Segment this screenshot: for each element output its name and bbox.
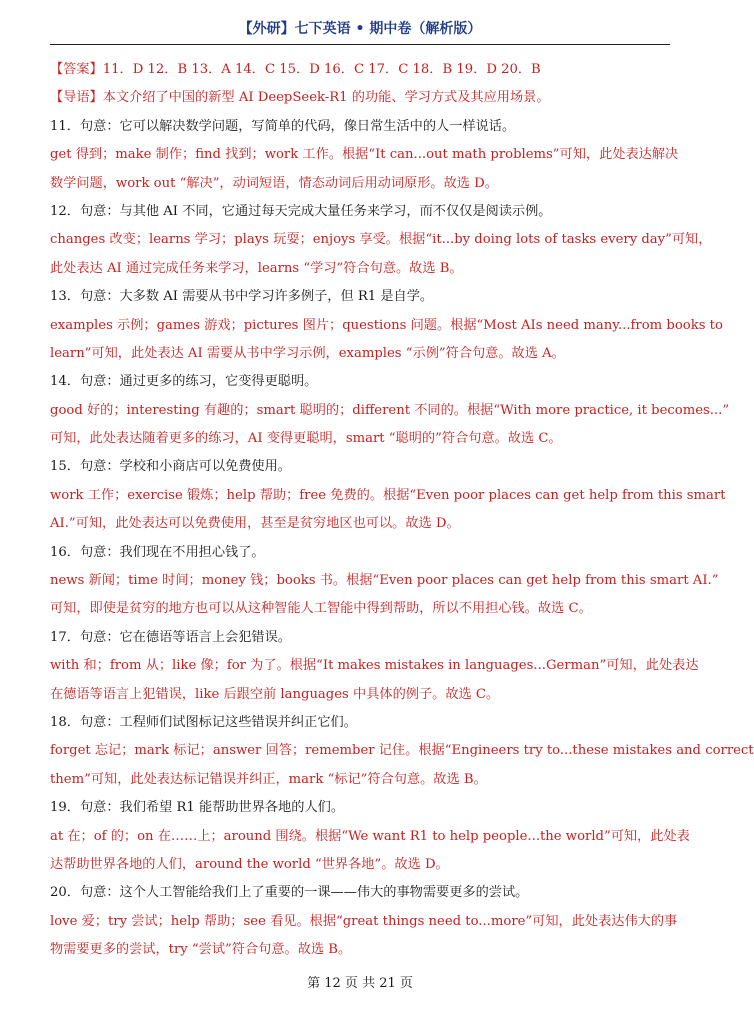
text-line: love 爱；try 尝试；help 帮助；see 看见。根据“great things need to...more”可知，此处表达伟大的事	[50, 913, 678, 929]
page-number: 第 12 页 共 21 页	[307, 976, 413, 991]
text-line: 在德语等语言上犯错误，like 后跟空前 languages 中具体的例子。故选 C。	[50, 686, 500, 702]
text-line: with 和；from 从；like 像；for 为了。根据“It makes mistakes in languages...German”可知，此处表达	[50, 658, 699, 674]
text-line: 12．句意：与其他 AI 不同，它通过每天完成大量任务来学习，而不仅仅是阅读示例。	[50, 203, 552, 219]
text-line: 可知，即使是贫穷的地方也可以从这种智能人工智能中得到帮助，所以不用担心钱。故选 C。	[50, 601, 592, 617]
text-line: 20．句意：这个人工智能给我们上了重要的一课——伟大的事物需要更多的尝试。	[50, 885, 529, 901]
text-line: 物需要更多的尝试，try “尝试”符合句意。故选 B。	[50, 942, 352, 958]
text-line: them”可知，此处表达标记错误并纠正，mark “标记”符合句意。故选 B。	[50, 771, 487, 787]
text-line: 14．句意：通过更多的练习，它变得更聪明。	[50, 374, 318, 390]
text-line: 17．句意：它在德语等语言上会犯错误。	[50, 629, 291, 645]
text-line: 【答案】11．D 12．B 13．A 14．C 15．D 16．C 17．C 18．B 19．D 20．B	[50, 62, 541, 77]
text-line: 13．句意：大多数 AI 需要从书中学习许多例子，但 R1 是自学。	[50, 289, 434, 305]
text-line: changes 改变；learns 学习；plays 玩耍；enjoys 享受。根据“it...by doing lots of tasks every day”可知，	[50, 232, 712, 248]
text-line: news 新闻；time 时间；money 钱；books 书。根据“Even poor places can get help from this smart AI.”	[50, 573, 719, 589]
text-line: forget 忘记；mark 标记；answer 回答；remember 记住。根据“Engineers try to...these mistakes and correct	[50, 743, 754, 759]
text-line: AI.”可知，此处表达可以免费使用，甚至是贫穷地区也可以。故选 D。	[50, 516, 460, 532]
page-header-title: 【外研】七下英语 • 期中卷（解析版）	[238, 21, 482, 37]
text-line: good 好的；interesting 有趣的；smart 聪明的；different 不同的。根据“With more practice, it becomes...”	[50, 402, 730, 418]
text-line: 16．句意：我们现在不用担心钱了。	[50, 544, 265, 560]
document-body	[50, 56, 754, 965]
text-line: 11．句意：它可以解决数学问题，写简单的代码，像日常生活中的人一样说话。	[50, 118, 516, 134]
text-line: learn”可知，此处表达 AI 需要从书中学习示例，examples “示例”符合句意。故选 A。	[50, 345, 565, 361]
text-line: 19．句意：我们希望 R1 能帮助世界各地的人们。	[50, 800, 345, 816]
text-line: 【导语】本文介绍了中国的新型 AI DeepSeek-R1 的功能、学习方式及其应用场景。	[50, 90, 550, 106]
text-line: examples 示例；games 游戏；pictures 图片；questions 问题。根据“Most AIs need many...from books to	[50, 317, 723, 333]
text-line: 15．句意：学校和小商店可以免费使用。	[50, 459, 291, 475]
text-line: get 得到；make 制作；find 找到；work 工作。根据“It can...out math problems”可知，此处表达解决	[50, 147, 679, 163]
text-line: 数学问题，work out “解决”，动词短语，情态动词后用动词原形。故选 D。	[50, 175, 498, 191]
text-line: at 在；of 的；on 在……上；around 围绕。根据“We want R1 to help people...the world”可知，此处表	[50, 828, 690, 844]
text-line: 可知，此处表达随着更多的练习，AI 变得更聪明，smart “聪明的”符合句意。故选 C。	[50, 431, 562, 447]
text-line: work 工作；exercise 锻炼；help 帮助；free 免费的。根据“Even poor places can get help from this smart	[50, 487, 726, 503]
header-divider	[50, 44, 670, 45]
text-line: 18．句意：工程师们试图标记这些错误并纠正它们。	[50, 714, 357, 730]
text-line: 达帮助世界各地的人们，around the world “世界各地”。故选 D。	[50, 856, 449, 872]
text-line: 此处表达 AI 通过完成任务来学习，learns “学习”符合句意。故选 B。	[50, 260, 463, 276]
